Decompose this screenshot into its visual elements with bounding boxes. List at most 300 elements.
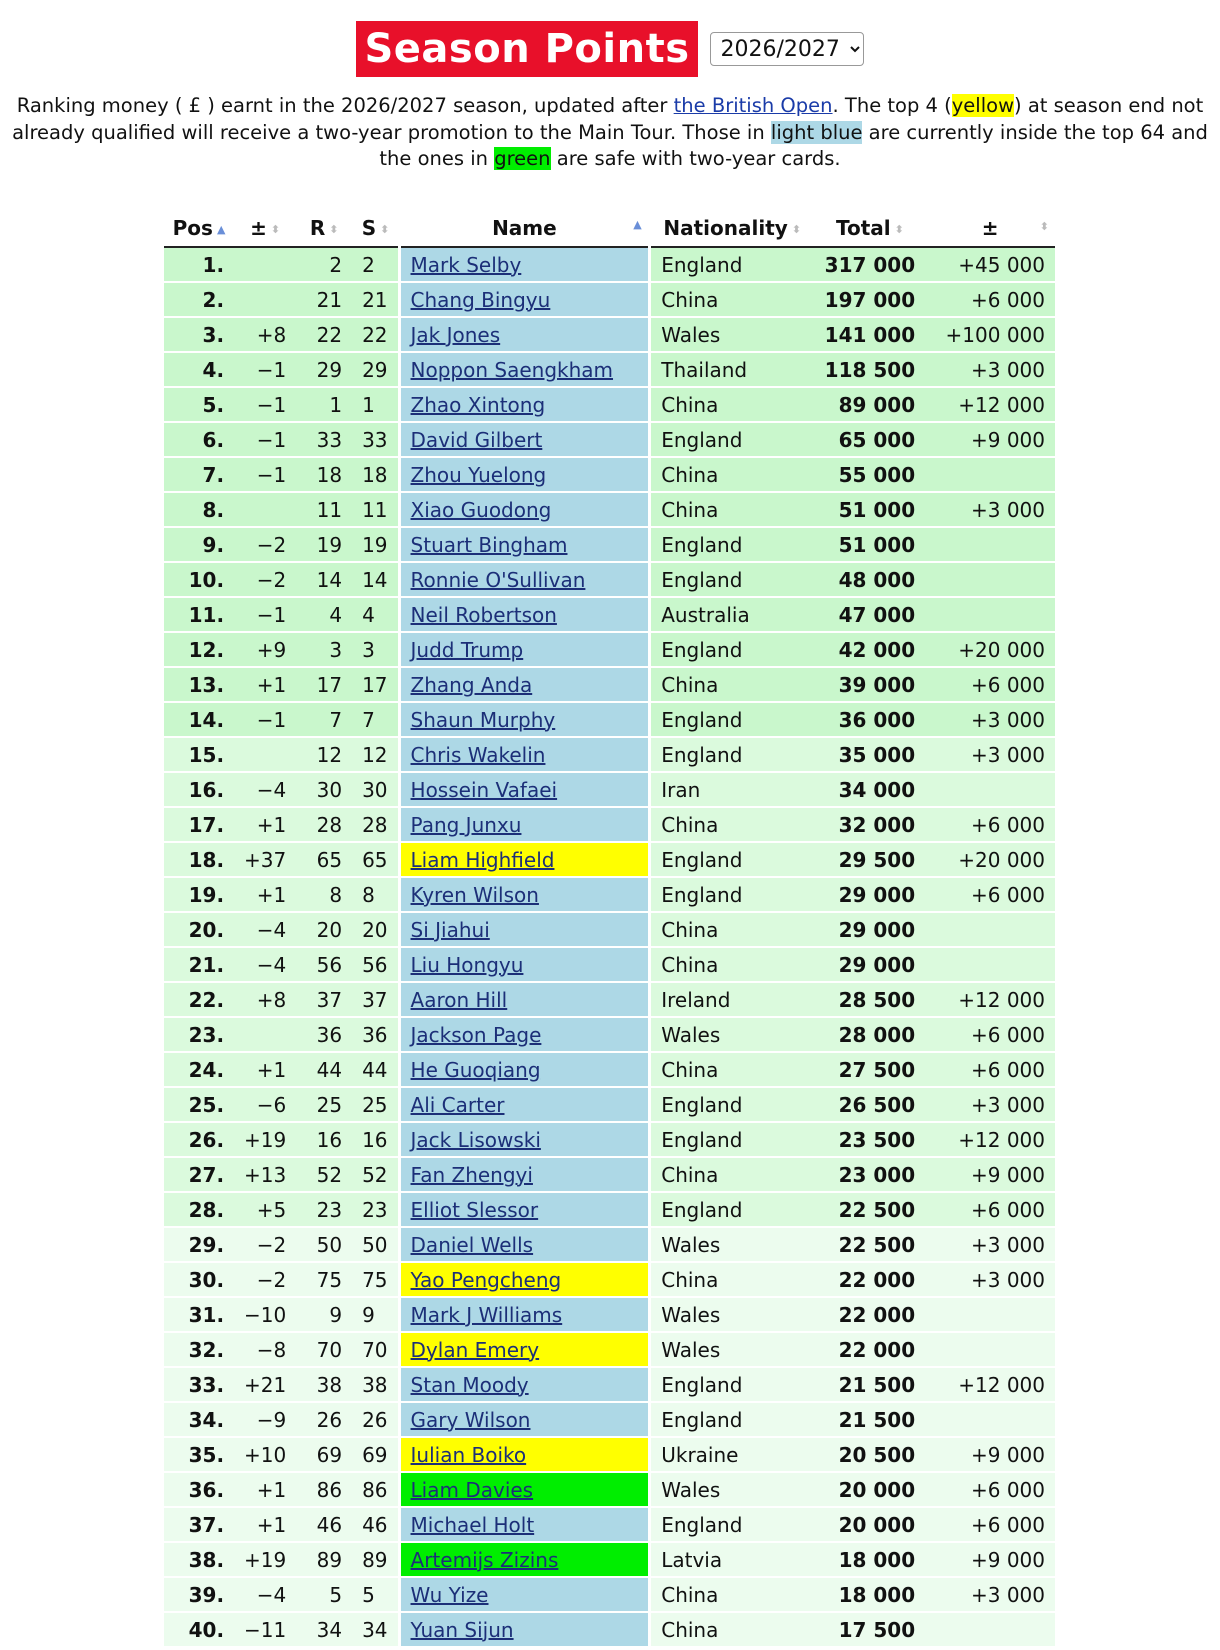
table-row: [164, 667, 1055, 702]
ranking-r: 52: [296, 1157, 352, 1192]
player-name-cell: [399, 1437, 650, 1472]
yellow-highlight: yellow: [951, 94, 1015, 117]
rank-position: 14.: [164, 702, 234, 737]
player-name-cell: [399, 1017, 650, 1052]
player-name-cell: [399, 1367, 650, 1402]
player-link[interactable]: Jak Jones: [410, 322, 501, 347]
player-name-cell: [399, 457, 650, 492]
ranking-r: 50: [296, 1227, 352, 1262]
ranking-s: 4: [352, 597, 399, 632]
table-row: [164, 457, 1055, 492]
ranking-r: 12: [296, 737, 352, 772]
rank-change: −4: [234, 912, 296, 947]
player-name-cell: [399, 737, 650, 772]
table-row: [164, 1577, 1055, 1612]
player-link[interactable]: Zhou Yuelong: [410, 462, 547, 487]
rank-position: 26.: [164, 1122, 234, 1157]
ranking-s: 1: [352, 387, 399, 422]
table-row: [164, 1157, 1055, 1192]
rank-change: −11: [234, 1612, 296, 1647]
table-row: [164, 352, 1055, 387]
player-link[interactable]: David Gilbert: [410, 427, 543, 452]
rank-position: 40.: [164, 1612, 234, 1647]
points-change: +3 000: [925, 492, 1055, 527]
nationality: England: [650, 702, 815, 737]
player-name-cell: [399, 807, 650, 842]
rank-change: −4: [234, 947, 296, 982]
player-link[interactable]: Ali Carter: [410, 1092, 505, 1117]
rank-change: +1: [234, 1052, 296, 1087]
points-change: +3 000: [925, 737, 1055, 772]
nationality: England: [650, 562, 815, 597]
green-highlight: green: [494, 147, 551, 170]
total-points: 197 000: [815, 282, 925, 317]
table-row: [164, 1017, 1055, 1052]
ranking-r: 5: [296, 1577, 352, 1612]
player-link[interactable]: Stuart Bingham: [410, 532, 568, 557]
ranking-s: 20: [352, 912, 399, 947]
table-row: [164, 772, 1055, 807]
total-points: 51 000: [815, 492, 925, 527]
player-name-cell: [399, 562, 650, 597]
total-points: 18 000: [815, 1542, 925, 1577]
player-link[interactable]: Chris Wakelin: [410, 742, 546, 767]
ranking-s: 56: [352, 947, 399, 982]
british-open-link[interactable]: the British Open: [673, 94, 833, 117]
ranking-s: 23: [352, 1192, 399, 1227]
ranking-s: 33: [352, 422, 399, 457]
player-link[interactable]: Jack Lisowski: [410, 1127, 541, 1152]
ranking-s: 29: [352, 352, 399, 387]
rank-position: 34.: [164, 1402, 234, 1437]
nationality: Iran: [650, 772, 815, 807]
rank-change: −1: [234, 352, 296, 387]
total-points: 89 000: [815, 387, 925, 422]
rank-change: −4: [234, 1577, 296, 1612]
points-change: [925, 772, 1055, 807]
ranking-r: 86: [296, 1472, 352, 1507]
ranking-s: 8: [352, 877, 399, 912]
total-points: 51 000: [815, 527, 925, 562]
table-row: [164, 842, 1055, 877]
total-points: 29 500: [815, 842, 925, 877]
points-change: [925, 597, 1055, 632]
player-name-cell: [399, 1612, 650, 1647]
ranking-s: 34: [352, 1612, 399, 1647]
table-row: [164, 1402, 1055, 1437]
rank-position: 32.: [164, 1332, 234, 1367]
ranking-s: 28: [352, 807, 399, 842]
col-header-nationality[interactable]: [650, 210, 815, 247]
sort-icon: ⬍: [329, 223, 339, 236]
col-header-r[interactable]: [296, 210, 352, 247]
ranking-s: 5: [352, 1577, 399, 1612]
total-points: 317 000: [815, 247, 925, 282]
player-link[interactable]: Aaron Hill: [410, 987, 508, 1012]
points-change: +6 000: [925, 877, 1055, 912]
player-link[interactable]: Stan Moody: [410, 1372, 529, 1397]
table-row: [164, 1087, 1055, 1122]
table-row: [164, 317, 1055, 352]
rank-position: 4.: [164, 352, 234, 387]
player-name-cell: [399, 352, 650, 387]
col-header-change[interactable]: [234, 210, 296, 247]
player-link[interactable]: Liam Highfield: [410, 847, 555, 872]
player-name-cell: [399, 1157, 650, 1192]
page-title: Season Points: [356, 21, 697, 77]
nationality: China: [650, 1612, 815, 1647]
player-link[interactable]: Iulian Boiko: [410, 1442, 527, 1467]
rank-position: 36.: [164, 1472, 234, 1507]
ranking-r: 36: [296, 1017, 352, 1052]
player-link[interactable]: Zhang Anda: [410, 672, 533, 697]
rank-position: 37.: [164, 1507, 234, 1542]
ranking-s: 26: [352, 1402, 399, 1437]
table-row: [164, 1122, 1055, 1157]
ranking-r: 46: [296, 1507, 352, 1542]
nationality: England: [650, 1087, 815, 1122]
player-name-cell: [399, 982, 650, 1017]
rank-change: −2: [234, 1262, 296, 1297]
player-link[interactable]: Fan Zhengyi: [410, 1162, 533, 1187]
ranking-s: 69: [352, 1437, 399, 1472]
player-link[interactable]: Mark J Williams: [410, 1302, 563, 1327]
desc-part1: Ranking money ( £ ) earnt in the 2026/2027 season, updated after: [16, 94, 674, 117]
points-change: +12 000: [925, 387, 1055, 422]
nationality: China: [650, 1157, 815, 1192]
table-row: [164, 562, 1055, 597]
player-link[interactable]: Mark Selby: [410, 252, 522, 277]
player-link[interactable]: Liam Davies: [410, 1477, 534, 1502]
player-link[interactable]: Judd Trump: [410, 637, 524, 662]
points-change: +3 000: [925, 352, 1055, 387]
ranking-r: 8: [296, 877, 352, 912]
player-link[interactable]: Yuan Sijun: [410, 1617, 514, 1642]
table-row: [164, 387, 1055, 422]
rank-change: −10: [234, 1297, 296, 1332]
table-row: [164, 807, 1055, 842]
points-change: +9 000: [925, 1542, 1055, 1577]
total-points: 18 000: [815, 1577, 925, 1612]
total-points: 29 000: [815, 877, 925, 912]
light-blue-highlight: light blue: [770, 120, 863, 144]
col-header-r-label: R: [309, 216, 326, 240]
ranking-s: 44: [352, 1052, 399, 1087]
points-change: +20 000: [925, 632, 1055, 667]
table-row: [164, 982, 1055, 1017]
player-link[interactable]: Ronnie O'Sullivan: [410, 567, 586, 592]
rank-change: −9: [234, 1402, 296, 1437]
rank-position: 11.: [164, 597, 234, 632]
col-header-total[interactable]: [815, 210, 925, 247]
points-change: +9 000: [925, 1437, 1055, 1472]
player-name-cell: [399, 492, 650, 527]
ranking-s: 38: [352, 1367, 399, 1402]
player-name-cell: [399, 1402, 650, 1437]
total-points: 65 000: [815, 422, 925, 457]
total-points: 28 500: [815, 982, 925, 1017]
rank-change: −1: [234, 457, 296, 492]
ranking-s: 9: [352, 1297, 399, 1332]
table-row: [164, 527, 1055, 562]
total-points: 29 000: [815, 947, 925, 982]
rank-position: 31.: [164, 1297, 234, 1332]
ranking-s: 46: [352, 1507, 399, 1542]
rank-position: 22.: [164, 982, 234, 1017]
rank-change: −2: [234, 1227, 296, 1262]
points-change: +3 000: [925, 1227, 1055, 1262]
table-row: [164, 1367, 1055, 1402]
player-name-cell: [399, 387, 650, 422]
desc-part5: are safe with two-year cards.: [550, 147, 841, 170]
points-change: [925, 1402, 1055, 1437]
ranking-s: 16: [352, 1122, 399, 1157]
col-header-total-change[interactable]: [925, 210, 1055, 247]
player-link[interactable]: Wu Yize: [410, 1582, 489, 1607]
col-header-pos[interactable]: [164, 210, 234, 247]
ranking-r: 25: [296, 1087, 352, 1122]
player-name-cell: [399, 282, 650, 317]
rank-position: 16.: [164, 772, 234, 807]
total-points: 22 000: [815, 1332, 925, 1367]
rank-position: 27.: [164, 1157, 234, 1192]
rank-change: [234, 1017, 296, 1052]
total-points: 35 000: [815, 737, 925, 772]
nationality: England: [650, 737, 815, 772]
player-link[interactable]: Yao Pengcheng: [410, 1267, 562, 1292]
nationality: Wales: [650, 317, 815, 352]
rank-position: 33.: [164, 1367, 234, 1402]
rank-position: 19.: [164, 877, 234, 912]
rank-position: 20.: [164, 912, 234, 947]
rank-change: +1: [234, 877, 296, 912]
ranking-s: 14: [352, 562, 399, 597]
total-points: 20 500: [815, 1437, 925, 1472]
ranking-r: 75: [296, 1262, 352, 1297]
total-points: 22 500: [815, 1192, 925, 1227]
rank-change: +1: [234, 1472, 296, 1507]
col-header-nationality-label: Nationality: [663, 216, 788, 240]
season-select[interactable]: [710, 32, 864, 66]
rank-position: 35.: [164, 1437, 234, 1472]
player-link[interactable]: Shaun Murphy: [410, 707, 556, 732]
table-row: [164, 1542, 1055, 1577]
player-name-cell: [399, 247, 650, 282]
points-change: +6 000: [925, 1052, 1055, 1087]
points-change: +100 000: [925, 317, 1055, 352]
rank-position: 38.: [164, 1542, 234, 1577]
ranking-s: 12: [352, 737, 399, 772]
total-points: 20 000: [815, 1472, 925, 1507]
points-change: +12 000: [925, 982, 1055, 1017]
total-points: 28 000: [815, 1017, 925, 1052]
player-link[interactable]: He Guoqiang: [410, 1057, 541, 1082]
ranking-r: 22: [296, 317, 352, 352]
rank-change: −1: [234, 702, 296, 737]
player-link[interactable]: Jackson Page: [410, 1022, 542, 1047]
points-change: +6 000: [925, 1507, 1055, 1542]
ranking-r: 9: [296, 1297, 352, 1332]
ranking-r: 14: [296, 562, 352, 597]
nationality: Wales: [650, 1297, 815, 1332]
total-points: 22 000: [815, 1262, 925, 1297]
player-link[interactable]: Hossein Vafaei: [410, 777, 558, 802]
col-header-s[interactable]: [352, 210, 399, 247]
player-link[interactable]: Artemijs Zizins: [410, 1547, 559, 1572]
rank-position: 30.: [164, 1262, 234, 1297]
desc-part3: ) at season end not already qualified will receive a two-year promotion to the Main Tour. Those in: [12, 94, 1204, 144]
player-name-cell: [399, 422, 650, 457]
table-row: [164, 877, 1055, 912]
player-name-cell: [399, 1332, 650, 1367]
player-link[interactable]: Michael Holt: [410, 1512, 535, 1537]
total-points: 47 000: [815, 597, 925, 632]
player-link[interactable]: Elliot Slessor: [410, 1197, 539, 1222]
rank-change: [234, 247, 296, 282]
player-name-cell: [399, 772, 650, 807]
rank-position: 1.: [164, 247, 234, 282]
points-change: [925, 1297, 1055, 1332]
points-change: +45 000: [925, 247, 1055, 282]
table-row: [164, 912, 1055, 947]
rank-change: +1: [234, 1507, 296, 1542]
ranking-s: 21: [352, 282, 399, 317]
ranking-r: 56: [296, 947, 352, 982]
total-points: 26 500: [815, 1087, 925, 1122]
rank-position: 21.: [164, 947, 234, 982]
player-link[interactable]: Dylan Emery: [410, 1337, 540, 1362]
ranking-r: 37: [296, 982, 352, 1017]
desc-part2: . The top 4 (: [832, 94, 952, 117]
nationality: Wales: [650, 1332, 815, 1367]
player-link[interactable]: Gary Wilson: [410, 1407, 531, 1432]
ranking-s: 7: [352, 702, 399, 737]
ranking-s: 37: [352, 982, 399, 1017]
ranking-r: 69: [296, 1437, 352, 1472]
nationality: England: [650, 247, 815, 282]
table-row: [164, 1507, 1055, 1542]
points-change: [925, 562, 1055, 597]
rank-change: −6: [234, 1087, 296, 1122]
rank-change: +1: [234, 667, 296, 702]
nationality: China: [650, 912, 815, 947]
nationality: England: [650, 1507, 815, 1542]
player-name-cell: [399, 597, 650, 632]
nationality: Australia: [650, 597, 815, 632]
total-points: 20 000: [815, 1507, 925, 1542]
rank-position: 12.: [164, 632, 234, 667]
points-change: +6 000: [925, 667, 1055, 702]
ranking-r: 30: [296, 772, 352, 807]
player-name-cell: [399, 1472, 650, 1507]
rank-change: −4: [234, 772, 296, 807]
player-link[interactable]: Xiao Guodong: [410, 497, 552, 522]
description: [10, 93, 1210, 173]
total-points: 23 500: [815, 1122, 925, 1157]
sort-icon: ⬍: [791, 223, 802, 236]
player-name-cell: [399, 842, 650, 877]
table-header-row: [164, 210, 1055, 247]
rank-position: 2.: [164, 282, 234, 317]
player-link[interactable]: Liu Hongyu: [410, 952, 524, 977]
sort-icon: ⬍: [270, 223, 281, 236]
player-link[interactable]: Si Jiahui: [410, 917, 490, 942]
total-points: 55 000: [815, 457, 925, 492]
total-points: 17 500: [815, 1612, 925, 1647]
ranking-s: 11: [352, 492, 399, 527]
player-name-cell: [399, 877, 650, 912]
ranking-r: 89: [296, 1542, 352, 1577]
col-header-name[interactable]: [399, 210, 650, 247]
rank-change: −1: [234, 387, 296, 422]
rank-position: 6.: [164, 422, 234, 457]
player-name-cell: [399, 1262, 650, 1297]
ranking-r: 38: [296, 1367, 352, 1402]
nationality: England: [650, 632, 815, 667]
col-header-change-label: ±: [250, 216, 267, 240]
player-name-cell: [399, 1052, 650, 1087]
total-points: 21 500: [815, 1402, 925, 1437]
rank-change: +1: [234, 807, 296, 842]
rank-position: 29.: [164, 1227, 234, 1262]
ranking-s: 30: [352, 772, 399, 807]
ranking-r: 23: [296, 1192, 352, 1227]
rank-change: +8: [234, 317, 296, 352]
ranking-s: 25: [352, 1087, 399, 1122]
ranking-r: 26: [296, 1402, 352, 1437]
player-link[interactable]: Pang Junxu: [410, 812, 522, 837]
rank-position: 3.: [164, 317, 234, 352]
points-change: +9 000: [925, 422, 1055, 457]
table-row: [164, 1227, 1055, 1262]
rank-change: [234, 282, 296, 317]
total-points: 27 500: [815, 1052, 925, 1087]
rank-position: 15.: [164, 737, 234, 772]
ranking-s: 2: [352, 247, 399, 282]
player-link[interactable]: Kyren Wilson: [410, 882, 539, 907]
rank-change: −8: [234, 1332, 296, 1367]
ranking-s: 65: [352, 842, 399, 877]
table-row: [164, 702, 1055, 737]
rank-change: +19: [234, 1542, 296, 1577]
nationality: Wales: [650, 1472, 815, 1507]
nationality: England: [650, 422, 815, 457]
rank-position: 24.: [164, 1052, 234, 1087]
total-points: 118 500: [815, 352, 925, 387]
rank-position: 39.: [164, 1577, 234, 1612]
nationality: England: [650, 877, 815, 912]
rank-change: +10: [234, 1437, 296, 1472]
nationality: England: [650, 1402, 815, 1437]
ranking-s: 50: [352, 1227, 399, 1262]
rank-change: [234, 492, 296, 527]
player-link[interactable]: Daniel Wells: [410, 1232, 534, 1257]
total-points: 22 500: [815, 1227, 925, 1262]
total-points: 21 500: [815, 1367, 925, 1402]
ranking-s: 52: [352, 1157, 399, 1192]
ranking-s: 3: [352, 632, 399, 667]
total-points: 39 000: [815, 667, 925, 702]
player-link[interactable]: Zhao Xintong: [410, 392, 546, 417]
total-points: 42 000: [815, 632, 925, 667]
player-link[interactable]: Neil Robertson: [410, 602, 557, 627]
player-name-cell: [399, 1297, 650, 1332]
player-link[interactable]: Noppon Saengkham: [410, 357, 614, 382]
player-link[interactable]: Chang Bingyu: [410, 287, 551, 312]
total-points: 29 000: [815, 912, 925, 947]
ranking-s: 18: [352, 457, 399, 492]
points-change: [925, 912, 1055, 947]
